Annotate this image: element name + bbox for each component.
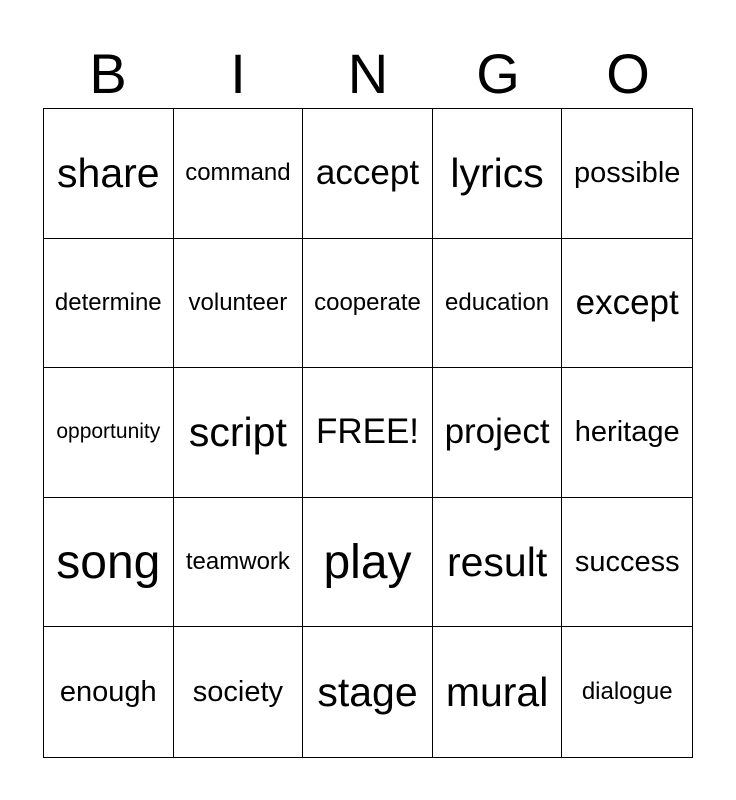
bingo-cell[interactable]: cooperate <box>303 239 433 369</box>
bingo-cell[interactable]: determine <box>44 239 174 369</box>
bingo-cell[interactable]: except <box>562 239 692 369</box>
header-letter-i: I <box>230 42 246 105</box>
bingo-cell[interactable]: accept <box>303 109 433 239</box>
header-letter-b: B <box>89 42 127 105</box>
bingo-board <box>43 108 693 758</box>
bingo-cell[interactable]: play <box>303 498 433 628</box>
bingo-cell[interactable]: heritage <box>562 368 692 498</box>
free-space-cell[interactable]: FREE! <box>303 368 433 498</box>
bingo-cell[interactable]: enough <box>44 627 174 757</box>
header-letter-o: O <box>606 42 650 105</box>
bingo-cell[interactable]: result <box>433 498 563 628</box>
bingo-cell[interactable]: lyrics <box>433 109 563 239</box>
bingo-cell[interactable]: possible <box>562 109 692 239</box>
bingo-cell[interactable]: script <box>174 368 304 498</box>
header-letter-g: G <box>476 42 520 105</box>
bingo-cell[interactable]: project <box>433 368 563 498</box>
bingo-cell[interactable]: mural <box>433 627 563 757</box>
bingo-cell[interactable]: education <box>433 239 563 369</box>
bingo-cell[interactable]: stage <box>303 627 433 757</box>
bingo-cell[interactable]: opportunity <box>44 368 174 498</box>
bingo-cell[interactable]: dialogue <box>581 678 673 706</box>
bingo-cell[interactable]: song <box>44 498 174 628</box>
bingo-cell[interactable]: society <box>174 627 304 757</box>
header-letter-n: N <box>347 42 389 105</box>
bingo-header <box>43 40 693 108</box>
bingo-cell[interactable]: share <box>44 109 174 239</box>
bingo-cell[interactable]: teamwork <box>174 498 304 628</box>
bingo-cell[interactable]: volunteer <box>174 239 304 369</box>
bingo-cell[interactable]: command <box>174 109 304 239</box>
bingo-cell[interactable]: success <box>562 498 692 628</box>
